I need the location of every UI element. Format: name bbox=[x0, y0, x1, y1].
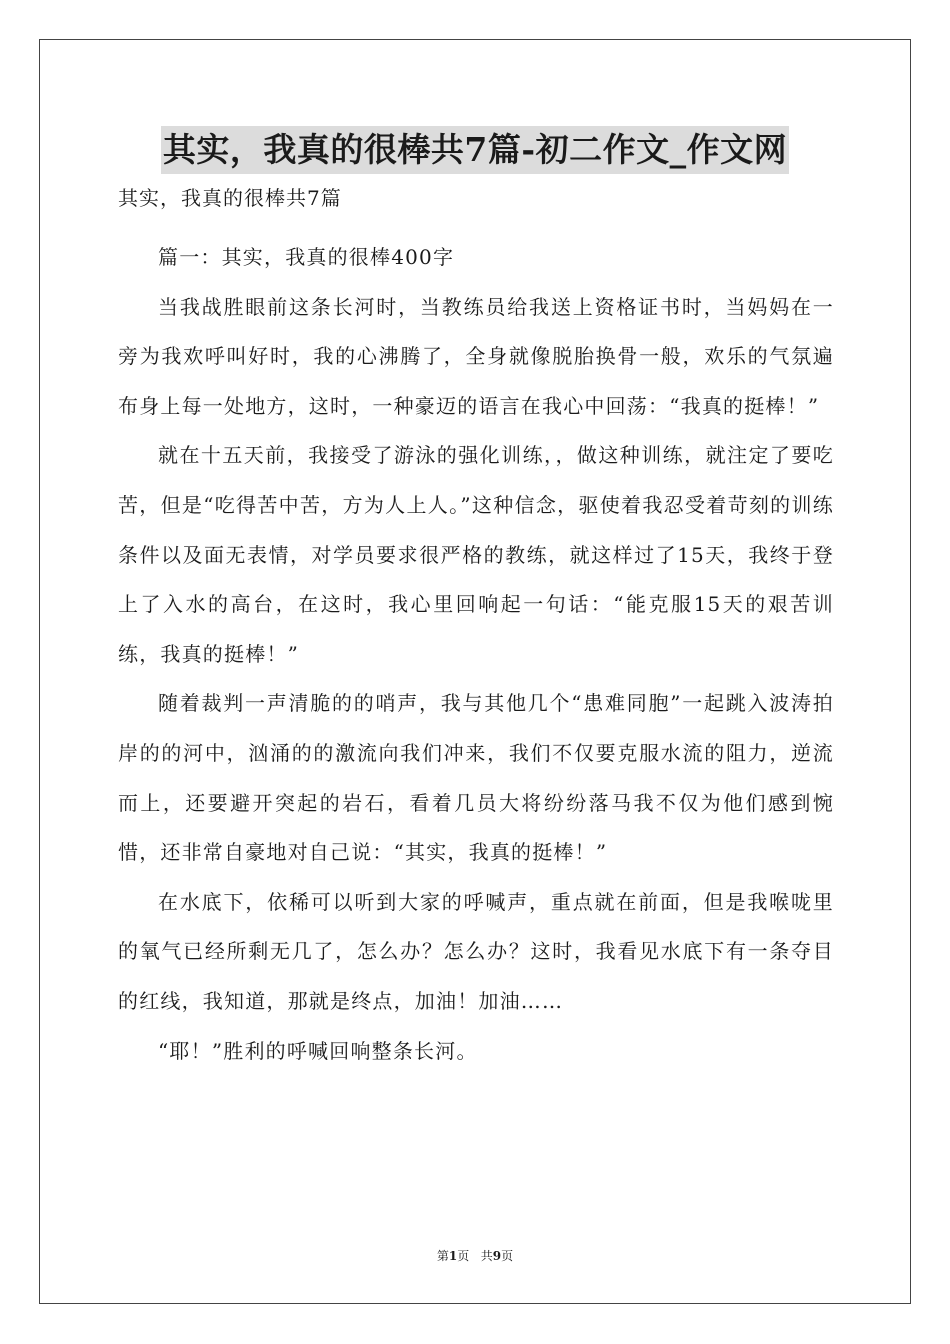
document-title: 其实，我真的很棒共7篇-初二作文_作文网 bbox=[161, 126, 789, 174]
document-body bbox=[118, 233, 834, 1076]
total-label-suffix: 页 bbox=[501, 1249, 514, 1263]
page-label-suffix: 页 bbox=[457, 1249, 470, 1263]
paragraph: 就在十五天前，我接受了游泳的强化训练，，做这种训练，就注定了要吃苦，但是“吃得苦中苦，方为人上人。”这种信念，驱使着我忍受着苛刻的训练条件以及面无表情，对学员要求很严格的教练，就这样过了15天，我终于登上了入水的高台，在这时，我心里回响起一句话：“能克服15天的艰苦训练，我真的挺棒！” bbox=[118, 443, 834, 666]
title-container bbox=[0, 126, 950, 174]
paragraph: “耶！”胜利的呼喊回响整条长河。 bbox=[158, 1038, 478, 1063]
section-heading: 篇一：其实，我真的很棒400字 bbox=[158, 245, 455, 269]
page-number: 1 bbox=[448, 1249, 458, 1263]
paragraph: 在水底下，依稀可以听到大家的呼喊声，重点就在前面，但是我喉咙里的氧气已经所剩无几了，怎么办？怎么办？这时，我看见水底下有一条夺目的红线，我知道，那就是终点，加油！加油…… bbox=[118, 889, 834, 1013]
document-subtitle: 其实，我真的很棒共7篇 bbox=[118, 186, 342, 210]
total-label-prefix: 共 bbox=[480, 1249, 493, 1263]
paragraph: 随着裁判一声清脆的的哨声，我与其他几个“患难同胞”一起跳入波涛拍岸的的河中，汹涌的的激流向我们冲来，我们不仅要克服水流的阻力，逆流而上，还要避开突起的岩石，看着几员大将纷纷落马我不仅为他们感到惋惜，还非常自豪地对自己说：“其实，我真的挺棒！” bbox=[118, 691, 834, 865]
page-footer bbox=[0, 1247, 950, 1265]
page-label-prefix: 第 bbox=[436, 1249, 449, 1263]
total-pages: 9 bbox=[492, 1249, 502, 1263]
paragraph: 当我战胜眼前这条长河时，当教练员给我送上资格证书时，当妈妈在一旁为我欢呼叫好时，我的心沸腾了，全身就像脱胎换骨一般，欢乐的气氛遍布身上每一处地方，这时，一种豪迈的语言在我心中回荡：“我真的挺棒！” bbox=[118, 294, 834, 418]
